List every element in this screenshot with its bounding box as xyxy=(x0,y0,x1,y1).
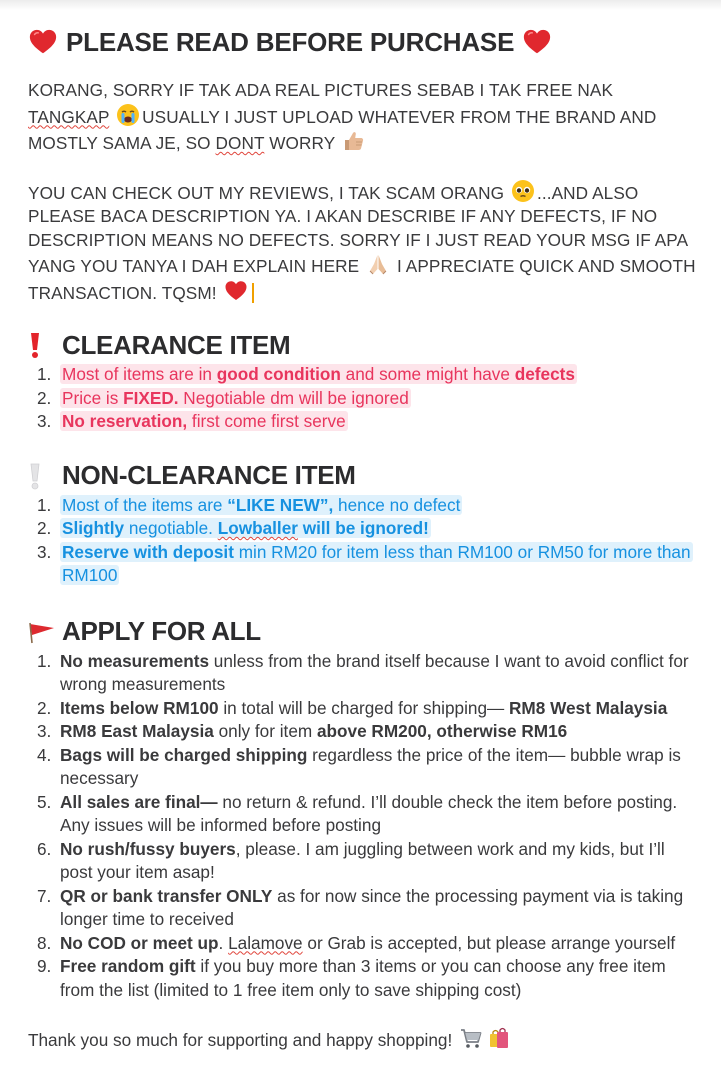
intro-text: YOU CAN CHECK OUT MY REVIEWS, I TAK SCAM ORANG xyxy=(28,182,505,203)
misspelled-word[interactable]: Lowballer xyxy=(217,518,298,538)
section-heading-non-clearance: NON-CLEARANCE ITEM xyxy=(28,458,698,494)
thumbs-up-icon xyxy=(342,129,366,153)
section-heading-clearance: CLEARANCE ITEM xyxy=(28,327,698,363)
red-heart-icon xyxy=(28,27,58,57)
list-item: 3. RM8 East Malaysia only for item above RM200, otherwise RM16 xyxy=(37,721,568,741)
intro-paragraph-2 xyxy=(28,179,698,306)
list-item: 7. QR or bank transfer ONLY as for now since the processing payment via is taking longer time to received xyxy=(37,885,684,929)
list-item: 2. Price is FIXED. Negotiable dm will be ignored xyxy=(37,387,409,408)
red-heart-icon xyxy=(522,27,552,57)
intro-text: KORANG, SORRY IF TAK ADA REAL PICTURES SEBAB I TAK FREE NAK xyxy=(28,80,614,100)
misspelled-word[interactable]: DONT xyxy=(215,133,265,153)
crying-face-icon xyxy=(116,103,140,127)
apply-for-all-list xyxy=(28,650,698,1003)
top-shadow xyxy=(0,0,721,10)
list-item: 1. No measurements unless from the brand itself because I want to avoid conflict for wrong measurements xyxy=(37,650,689,694)
pleading-face-icon xyxy=(511,179,535,203)
triangular-flag-icon xyxy=(28,620,56,644)
intro-text: WORRY xyxy=(264,133,335,153)
list-item: 3. No reservation, first come first serve xyxy=(37,411,346,431)
note-content[interactable] xyxy=(28,22,698,1070)
section-heading-apply-for-all: APPLY FOR ALL xyxy=(28,614,698,650)
list-item: 1. Most of the items are “LIKE NEW”, hence no defect xyxy=(37,494,461,515)
page-title xyxy=(28,22,698,62)
list-item: 6. No rush/fussy buyers, please. I am juggling between work and my kids, but I’ll post your item asap! xyxy=(37,838,665,882)
intro-paragraph-1 xyxy=(28,79,698,156)
text-cursor xyxy=(252,283,254,303)
misspelled-word[interactable]: TANGKAP xyxy=(28,106,110,127)
list-item: 4. Bags will be charged shipping regardless the price of the item— bubble wrap is necessary xyxy=(37,744,681,788)
red-exclamation-icon xyxy=(28,331,42,359)
red-heart-icon xyxy=(224,279,248,303)
folded-hands-icon xyxy=(366,252,390,276)
list-item: 8. No COD or meet up. Lalamove or Grab is accepted, but please arrange yourself xyxy=(37,932,676,953)
misspelled-word[interactable]: Lalamove xyxy=(228,932,303,953)
intro-text: I APPRECIATE QUICK AND SMOOTH TRANSACTION. TQSM! xyxy=(28,256,696,303)
title-text: PLEASE READ BEFORE PURCHASE xyxy=(66,26,515,57)
shopping-bags-icon xyxy=(487,1026,511,1050)
intro-text: USUALLY I JUST UPLOAD WHATEVER FROM THE BRAND AND MOSTLY SAMA JE, SO xyxy=(28,106,657,153)
list-item: 5. All sales are final— no return & refund. I’ll double check the item before posting. Any issues will be informed before posting xyxy=(37,791,678,835)
non-clearance-list xyxy=(28,494,698,588)
list-item: 2. Items below RM100 in total will be charged for shipping— RM8 West Malaysia xyxy=(37,697,668,718)
list-item: 9. Free random gift if you buy more than 3 items or you can choose any free item from the list (limited to 1 free item only to save shipping cost) xyxy=(37,956,666,1000)
list-item: 1. Most of items are in good condition and some might have defects xyxy=(37,364,575,384)
clearance-list xyxy=(28,363,698,434)
list-item: 2. Slightly negotiable. Lowballer will be ignored! xyxy=(37,518,429,538)
shopping-cart-icon xyxy=(459,1026,483,1050)
intro-text: ...AND ALSO PLEASE BACA DESCRIPTION YA. I AKAN DESCRIBE IF ANY DEFECTS, IF NO DESCRIPTION MEANS NO DEFECTS. SORRY IF I JUST READ YOUR MSG IF APA YANG YOU TANYA I DAH EXPLAIN HERE xyxy=(28,182,688,276)
white-exclamation-icon xyxy=(28,462,42,490)
list-item: 3. Reserve with deposit min RM20 for item less than RM100 or RM50 for more than RM100 xyxy=(37,541,691,585)
footer-note: Thank you so much for supporting and happy shopping! xyxy=(28,1026,698,1053)
